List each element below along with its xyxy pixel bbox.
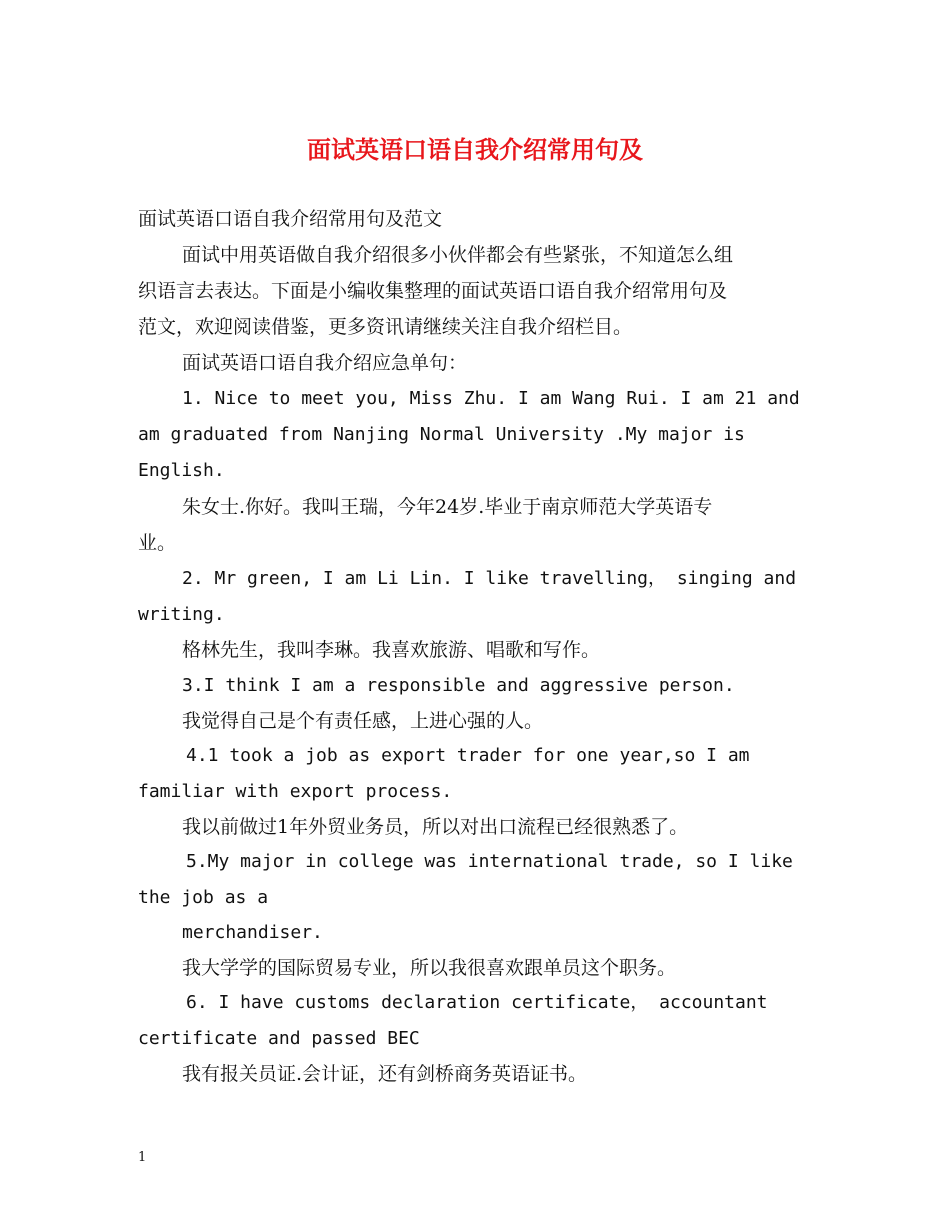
paragraph-line: writing. <box>138 604 225 625</box>
paragraph-line: 业。 <box>138 532 177 554</box>
subtitle-line: 面试英语口语自我介绍常用句及范文 <box>138 208 443 230</box>
paragraph-line: 4.1 took a job as export trader for one year,so I am <box>186 745 750 766</box>
paragraph-line: 格林先生，我叫李琳。我喜欢旅游、唱歌和写作。 <box>182 639 601 661</box>
paragraph-line: merchandiser. <box>182 922 323 943</box>
section-heading: 面试英语口语自我介绍应急单句： <box>182 352 468 374</box>
paragraph-line: am graduated from Nanjing Normal University .My major is <box>138 424 745 445</box>
paragraph-line: 面试中用英语做自我介绍很多小伙伴都会有些紧张，不知道怎么组 <box>182 244 734 266</box>
paragraph-line: familiar with export process. <box>138 781 453 802</box>
paragraph-line: 我以前做过1年外贸业务员，所以对出口流程已经很熟悉了。 <box>182 816 689 838</box>
paragraph-line: English. <box>138 460 225 481</box>
paragraph-line: 5.My major in college was international trade, so I like <box>186 851 793 872</box>
page-number: 1 <box>138 1150 147 1165</box>
paragraph-line: 范文，欢迎阅读借鉴，更多资讯请继续关注自我介绍栏目。 <box>138 316 633 338</box>
paragraph-line: 1. Nice to meet you, Miss Zhu. I am Wang Rui. I am 21 and <box>182 388 800 409</box>
paragraph-line: 6. I have customs declaration certificate， accountant <box>186 992 768 1013</box>
paragraph-line: 我觉得自己是个有责任感，上进心强的人。 <box>182 710 544 732</box>
paragraph-line: the job as a <box>138 887 269 908</box>
paragraph-line: 3.I think I am a responsible and aggressive person. <box>182 675 735 696</box>
paragraph-line: 2. Mr green, I am Li Lin. I like travelling， singing and <box>182 568 797 589</box>
document-title: 面试英语口语自我介绍常用句及 <box>307 136 643 164</box>
paragraph-line: 朱女士.你好。我叫王瑞，今年24岁.毕业于南京师范大学英语专 <box>182 496 713 518</box>
paragraph-line: certificate and passed BEC <box>138 1028 420 1049</box>
paragraph-line: 织语言去表达。下面是小编收集整理的面试英语口语自我介绍常用句及 <box>138 280 728 302</box>
paragraph-line: 我有报关员证.会计证，还有剑桥商务英语证书。 <box>182 1063 588 1085</box>
paragraph-line: 我大学学的国际贸易专业，所以我很喜欢跟单员这个职务。 <box>182 957 677 979</box>
